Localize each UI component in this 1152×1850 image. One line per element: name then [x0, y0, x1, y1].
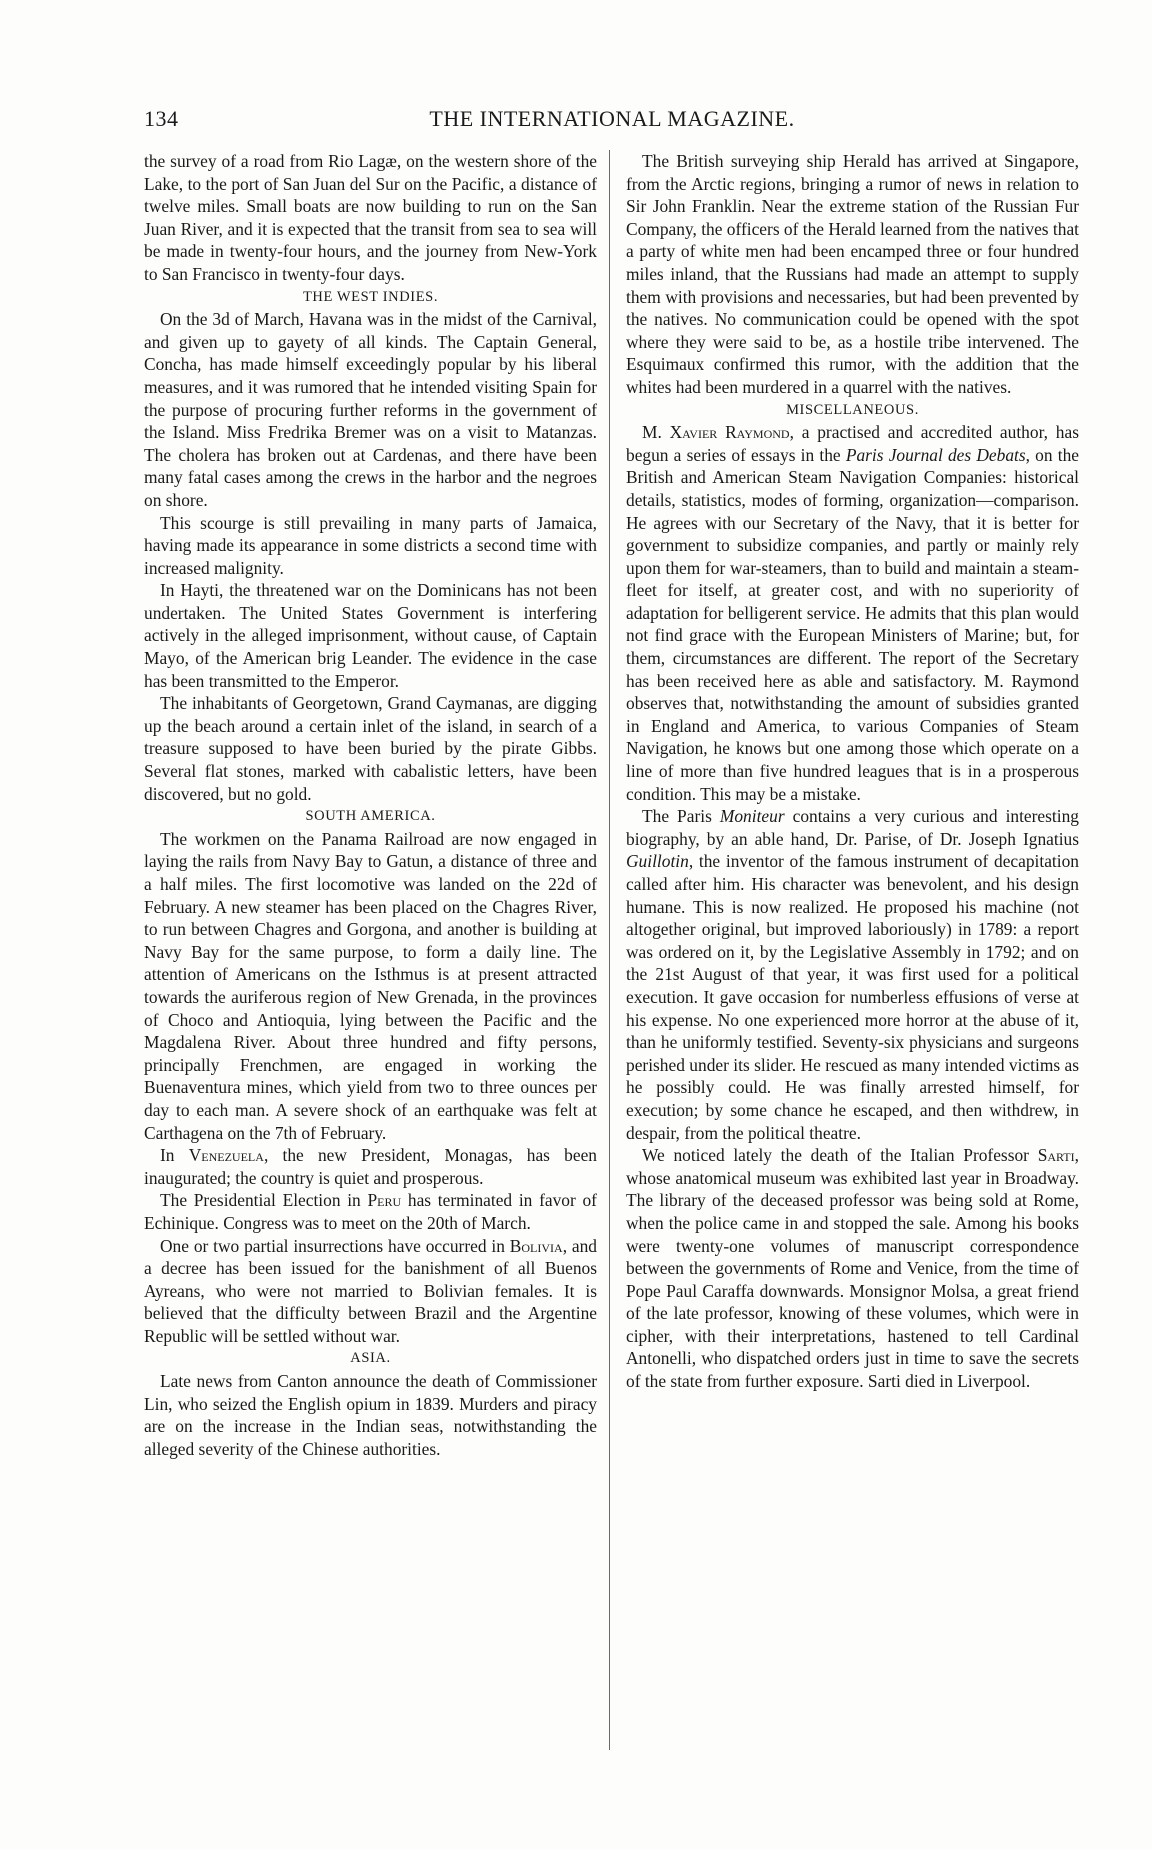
paragraph [144, 1189, 597, 1234]
paragraph: This scourge is still prevailing in many parts of Jamaica, having made its appearance in some districts a second time with increased malignity. [144, 512, 597, 578]
country-name: Venezuela [188, 1145, 264, 1166]
section-heading-asia: ASIA. [350, 1350, 391, 1367]
paragraph: On the 3d of March, Havana was in the midst of the Carnival, and given up to gayety of all kinds. The Captain General, Concha, has made himself exceedingly popular by his liberal measures, and it was rumored that he intended visiting Spain for the purpose of procuring further reforms in the government of the Island. Miss Fredrika Bremer was on a visit to Matanzas. The cholera has broken out at Cardenas, and there have been many fatal cases among the crews in the harbor and the negroes on shore. [144, 309, 597, 510]
text-run: The Paris [642, 806, 712, 827]
text-run: One or two partial insurrections have occurred in [160, 1235, 505, 1256]
publication-title: Moniteur [719, 806, 785, 827]
country-name: Bolivia [509, 1235, 563, 1256]
right-column [626, 150, 1079, 1810]
paragraph: In Hayti, the threatened war on the Dominicans has not been undertaken. The United States Government is interfering actively in the alleged imprisonment, without cause, of Captain Mayo, of the American brig Leander. The evidence in the case has been transmitted to the Emperor. [144, 580, 597, 691]
paragraph [144, 1235, 597, 1348]
paragraph [626, 421, 1079, 805]
text-run: , whose anatomical museum was exhibited last year in Broadway. The library of the deceased professor was being sold at Rome, when the police came in and stopped the sale. Among his books were twenty-one volumes of manuscript correspondence between the governments of Rome and Venice, from the time of Pope Paul Caraffa downwards. Monsignor Molsa, a great friend of the late professor, knowing of these volumes, which were in cipher, with their interpretations, hastened to tell Cardinal Antonelli, who dispatched orders just in time to save the secrets of the state from further exposure. Sarti died in Liverpool. [626, 1145, 1079, 1392]
publication-title: Paris Journal des Debats [845, 444, 1026, 465]
person-name: Sarti [1037, 1145, 1075, 1166]
paragraph: The British surveying ship Herald has arrived at Singapore, from the Arctic regions, bringing a rumor of news in relation to Sir John Franklin. Near the extreme station of the Russian Fur Company, the officers of the Herald learned from the natives that a party of white men had been encamped three or four hundred miles inland, that the Russians had made an attempt to supply them with provisions and necessaries, but had been prevented by the natives. No communication could be opened with the spot where they were said to be, as a hostile tribe intervened. The Esquimaux confirmed this rumor, with the addition that the whites had been murdered in a quarrel with the natives. [626, 151, 1079, 397]
paragraph: The inhabitants of Georgetown, Grand Caymanas, are digging up the beach around a certain inlet of the island, in search of a treasure supposed to have been buried by the pirate Gibbs. Several flat stones, marked with cabalistic letters, have been discovered, but no gold. [144, 693, 597, 804]
text-run: has terminated in favor of Echinique. Congress was to meet on the 20th of March. [144, 1190, 597, 1233]
paragraph [144, 1144, 597, 1189]
text-run: , a practised and accredited author, has begun a series of essays in the [626, 422, 1079, 465]
text-run: , the new President, Monagas, has been inaugurated; the country is quiet and prosperous. [144, 1145, 597, 1188]
left-column [144, 150, 597, 1810]
text-run: contains a very curious and interesting biography, by an able hand, Dr. Parise, of Dr. Joseph Ignatius [626, 806, 1079, 849]
section-heading-miscellaneous: MISCELLANEOUS. [786, 401, 919, 418]
text-run: , on the British and American Steam Navigation Companies: historical details, statistics, modes of forming, organization—comparison. He agrees with our Secretary of the Navy, that it is better for government to subsidize companies, and partly or mainly rely upon them for war-steamers, than to build and maintain a steam-fleet for itself, at greater cost, and with no superiority of adaptation for belligerent service. He admits that this plan would not find grace with the European Ministers of Marine; but, for them, circumstances are different. The report of the Secretary has been received here as able and satisfactory. M. Raymond observes that, notwithstanding the amount of subsidies granted in England and America, to various Companies of Steam Navigation, he knows but one among those which operate on a line of more than five hundred leagues that is in a prosperous condition. This may be a mistake. [626, 444, 1079, 804]
text-run: In [160, 1145, 175, 1166]
text-run: , and a decree has been issued for the banishment of all Buenos Ayreans, who were not married to Bolivian females. It is believed that the difficulty between Brazil and the Argentine Republic will be settled without war. [144, 1235, 597, 1346]
page-number: 134 [144, 106, 179, 131]
person-name: Guillotin [626, 851, 689, 872]
text-run: We noticed lately the death of the Italian Professor [642, 1145, 1029, 1166]
section-heading-south-america: SOUTH AMERICA. [305, 808, 436, 825]
person-name: M. Xavier Raymond [642, 422, 790, 443]
page-header [144, 106, 1080, 136]
paragraph: the survey of a road from Rio Lagæ, on the western shore of the Lake, to the port of San Juan del Sur on the Pacific, a distance of twelve miles. Small boats are now building to run on the San Juan River, and it is expected that the transit from sea to sea will be made in twenty-four hours, and the journey from New-York to San Francisco in twenty-four days. [144, 151, 597, 284]
text-run: , the inventor of the famous instrument of decapitation called after him. His character was benevolent, and his design humane. This is now realized. He proposed his machine (not altogether original, but improved laboriously) in 1789: a report was ordered on it, by the Legislative Assembly in 1792; and on the 21st August of that year, it was first used for a political execution. It gave occasion for numberless effusions of verse at his expense. No one experienced more horror at the abuse of it, than he uniformly testified. Seventy-six physicians and surgeons perished under its slider. He rescued as many intended victims as he possibly could. He was finally arrested himself, for execution; by some chance he escaped, and then withdrew, in despair, from the political theatre. [626, 851, 1079, 1143]
section-heading-west-indies: THE WEST INDIES. [302, 288, 439, 305]
paragraph [626, 805, 1079, 1144]
paragraph: Late news from Canton announce the death of Commissioner Lin, who seized the English opium in 1839. Murders and piracy are on the increase in the Indian seas, notwithstanding the alleged severity of the Chinese authorities. [144, 1371, 597, 1459]
paragraph [626, 1144, 1079, 1393]
country-name: Peru [367, 1190, 402, 1211]
column-divider [609, 150, 610, 1750]
running-title: THE INTERNATIONAL MAGAZINE. [429, 106, 795, 131]
paragraph: The workmen on the Panama Railroad are now engaged in laying the rails from Navy Bay to Gatun, a distance of three and a half miles. The first locomotive was landed on the 22d of February. A new steamer has been placed on the Chagres River, to run between Chagres and Gorgona, and another is building at Navy Bay for the same purpose, to form a daily line. The attention of Americans on the Isthmus is at present attracted towards the auriferous region of New Grenada, in the provinces of Choco and Antioquia, lying between the Pacific and the Magdalena River. About three hundred and fifty persons, principally Frenchmen, are engaged in working the Buenaventura mines, which yield from two to three ounces per day to each man. A severe shock of an earthquake was felt at Carthagena on the 7th of February. [144, 828, 597, 1143]
text-run: The Presidential Election in [160, 1190, 361, 1211]
